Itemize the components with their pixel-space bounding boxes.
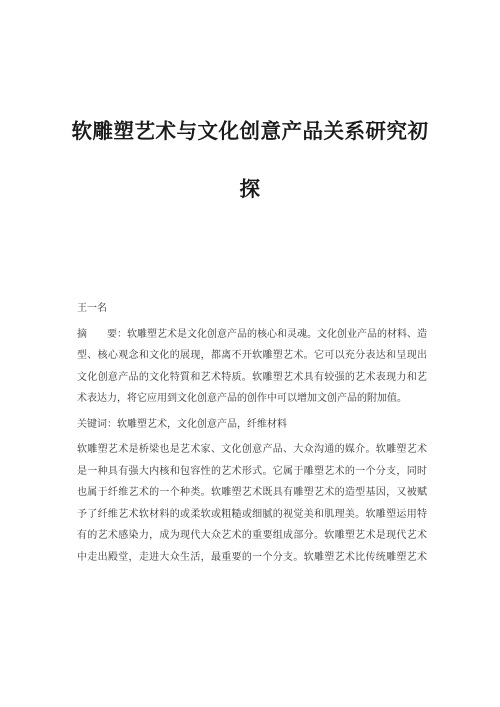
body-paragraph (77, 439, 427, 568)
author-name: 王一名 (77, 303, 107, 314)
document-body (77, 298, 427, 568)
body-line: 是一种具有强大内核和包容性的艺术形式。它属于雕塑艺术的一个分支，同时 (77, 465, 427, 477)
abstract-line: 型、核心观念和文化的展现，都离不开软雕塑艺术。它可以充分表达和呈现出 (77, 350, 427, 361)
body-line: 也属于纤维艺术的一个种类。软雕塑艺术既具有雕塑艺术的造型基因，又被赋 (77, 487, 427, 498)
title-line-2: 探 (239, 177, 261, 201)
body-line: 有的艺术感染力，成为现代大众艺术的重要组成部分。软雕塑艺术是现代艺术 (77, 530, 427, 541)
body-line: 予了纤维艺术软材料的或柔软或粗糙或细腻的视觉美和肌理美。软雕塑运用特 (77, 508, 427, 520)
body-line: 软雕塑艺术是桥梁也是艺术家、文化创意产品、大众沟通的媒介。软雕塑艺术 (77, 444, 427, 455)
abstract-paragraph (77, 324, 427, 410)
keywords-line: 关键词：软雕塑艺术，文化创意产品，纤维材料 (77, 418, 287, 430)
abstract-line: 术表达力，将它应用到文化创意产品的创作中可以增加文创产品的附加值。 (77, 393, 407, 404)
body-line: 中走出殿堂，走进大众生活，最重要的一个分支。软雕塑艺术比传统雕塑艺术 (77, 551, 427, 563)
abstract-line: 文化创意产品的文化特質和艺术特质。软雕塑艺术具有较强的艺术表现力和艺 (77, 371, 427, 383)
abstract-line: 摘 要：软雕塑艺术是文化创意产品的核心和灵魂。文化创业产品的材料、造 (77, 328, 427, 340)
document-title (60, 112, 440, 228)
title-line-1: 软雕塑艺术与文化创意产品关系研究初 (71, 119, 429, 143)
